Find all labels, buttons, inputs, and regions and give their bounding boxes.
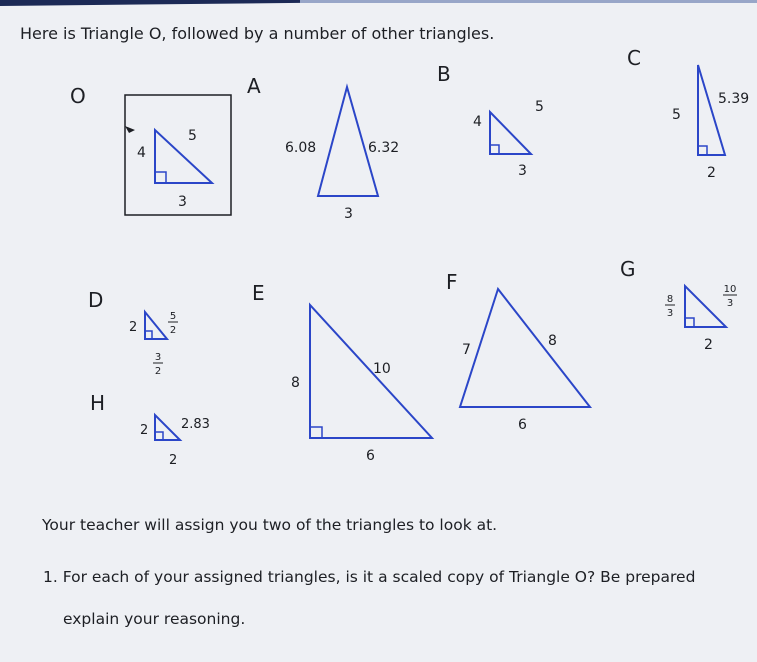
cursor-arrow-icon <box>125 126 135 133</box>
triangle-e-side-hyp: 10 <box>373 361 391 377</box>
triangle-g-shape <box>685 286 726 327</box>
triangle-b-label: B <box>437 62 451 86</box>
triangle-b-right-angle <box>490 145 499 154</box>
question-number: 1. <box>43 568 58 586</box>
triangle-b-side-bottom: 3 <box>518 163 527 179</box>
triangle-e <box>252 281 432 464</box>
triangle-o-side-hyp: 5 <box>188 128 197 144</box>
triangle-d-shape <box>145 312 167 339</box>
triangle-c-shape <box>698 65 725 155</box>
triangle-e-side-bottom: 6 <box>366 448 375 464</box>
triangle-o-shape <box>155 130 212 183</box>
triangle-d-right-angle <box>145 331 152 339</box>
triangle-b-shape <box>490 112 531 154</box>
triangle-e-right-angle <box>310 427 322 438</box>
question-1 <box>43 568 695 586</box>
triangle-g-right-angle <box>685 318 694 327</box>
intro-text: Here is Triangle O, followed by a number of other triangles. <box>20 24 495 43</box>
question-line-1: For each of your assigned triangles, is it a scaled copy of Triangle O? Be prepared <box>62 568 696 586</box>
triangle-c-right-angle <box>698 146 707 155</box>
triangle-h-side-left: 2 <box>140 423 149 438</box>
triangle-c-side-hyp: 5.39 <box>718 91 750 107</box>
triangle-b-side-left: 4 <box>473 114 482 130</box>
triangle-c-side-left: 5 <box>672 107 681 123</box>
triangle-d-hyp-denominator: 2 <box>169 325 177 336</box>
triangle-e-shape <box>310 305 432 438</box>
question-line-2: explain your reasoning. <box>63 610 246 628</box>
triangle-h-shape <box>155 415 180 440</box>
triangle-f-side-left: 7 <box>462 342 471 358</box>
triangle-d-bottom-denominator: 2 <box>154 366 162 377</box>
triangle-a-label: A <box>247 74 261 98</box>
triangle-d <box>88 288 178 377</box>
triangle-f-side-right: 8 <box>548 333 557 349</box>
triangle-h-label: H <box>90 391 106 415</box>
triangle-o-label: O <box>70 84 86 108</box>
triangle-d-side-left: 2 <box>129 320 138 335</box>
triangle-a <box>247 74 399 222</box>
triangle-e-label: E <box>252 281 265 305</box>
triangle-d-label: D <box>88 288 104 312</box>
triangle-e-side-left: 8 <box>291 375 300 391</box>
assignment-text: Your teacher will assign you two of the triangles to look at. <box>42 516 498 534</box>
triangle-g-side-bottom: 2 <box>704 337 713 353</box>
triangle-c-label: C <box>627 46 641 70</box>
triangle-c <box>627 46 749 181</box>
triangle-c-side-bottom: 2 <box>707 165 716 181</box>
triangle-g-hyp-denominator: 3 <box>726 298 734 309</box>
triangle-f-shape <box>460 289 590 407</box>
triangle-b-side-hyp: 5 <box>535 99 544 115</box>
triangle-a-side-bottom: 3 <box>344 206 353 222</box>
triangle-a-side-right: 6.32 <box>368 140 400 156</box>
triangle-f-label: F <box>446 270 458 294</box>
triangle-g-left-numerator: 8 <box>666 294 674 305</box>
triangle-f-side-bottom: 6 <box>518 417 527 433</box>
triangle-d-bottom-numerator: 3 <box>154 352 162 363</box>
triangle-a-side-left: 6.08 <box>285 140 317 156</box>
triangle-o-side-left: 4 <box>137 145 146 161</box>
triangle-g <box>620 257 737 353</box>
triangle-h <box>90 391 210 468</box>
triangle-b <box>437 62 544 179</box>
triangle-g-hyp-numerator: 10 <box>723 284 737 295</box>
triangle-o-side-bottom: 3 <box>178 194 187 210</box>
triangle-h-side-hyp: 2.83 <box>181 417 210 432</box>
triangle-g-left-denominator: 3 <box>666 308 674 319</box>
triangle-o <box>70 84 231 215</box>
triangle-g-label: G <box>620 257 636 281</box>
triangle-o-right-angle <box>155 172 166 183</box>
triangle-f <box>446 270 590 433</box>
triangle-h-right-angle <box>155 432 163 440</box>
triangle-h-side-bottom: 2 <box>169 453 178 468</box>
triangle-d-hyp-numerator: 5 <box>169 311 177 322</box>
